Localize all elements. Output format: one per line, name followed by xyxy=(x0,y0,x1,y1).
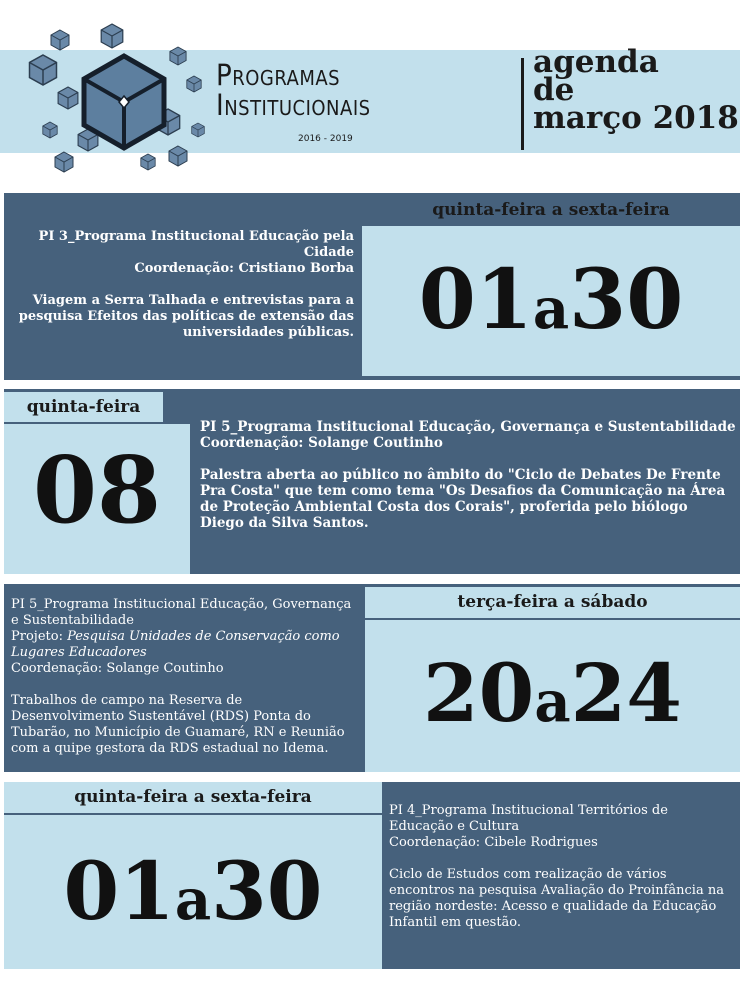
event-2-days: quinta-feira xyxy=(26,397,141,417)
event-3-details xyxy=(11,597,356,757)
event-1-program: PI 3_Programa Institucional Educação pela Cidade xyxy=(38,229,354,260)
event-3-description: Trabalhos de campo na Reserva de Desenvolvimento Sustentável (RDS) Ponta do Tubarão, no Município de Guamaré, RN e Reunião com a quipe gestora da RDS estadual no Idema. xyxy=(11,693,345,756)
header-divider xyxy=(521,58,524,150)
event-4-description: Ciclo de Estudos com realização de vários encontros na pesquisa Avaliação do Proinfância na região nordeste: Acesso e qualidade da Educação Infantil em questão. xyxy=(389,867,724,930)
event-2-coordination: Coordenação: Solange Coutinho xyxy=(200,435,443,451)
event-3-days: terça-feira a sábado xyxy=(457,592,648,612)
event-2-details xyxy=(200,419,736,531)
event-1-days: quinta-feira a sexta-feira xyxy=(432,200,670,220)
event-1-coordination: Coordenação: Cristiano Borba xyxy=(134,261,354,276)
event-3-coordination: Coordenação: Solange Coutinho xyxy=(11,661,224,676)
event-4-details xyxy=(389,803,729,931)
event-4-program: PI 4_Programa Institucional Territórios de Educação e Cultura xyxy=(389,803,668,834)
agenda-title: agenda de março 2018 xyxy=(533,44,739,136)
event-4-coordination: Coordenação: Cibele Rodrigues xyxy=(389,835,598,850)
event-3-program: PI 5_Programa Institucional Educação, Governança e Sustentabilidade xyxy=(11,597,352,628)
event-3-date: 20a24 xyxy=(423,646,682,740)
event-2-date: 08 xyxy=(32,436,162,544)
event-1-description: Viagem a Serra Talhada e entrevistas para a pesquisa Efeitos das políticas de extensão das universidades públicas. xyxy=(18,293,354,340)
event-3-project: Projeto: Pesquisa Unidades de Conservação como Lugares Educadores xyxy=(11,629,340,660)
event-1-date: 01a30 xyxy=(418,252,684,348)
logo-title: Programas Institucionais xyxy=(216,58,371,122)
event-4-date: 01a30 xyxy=(63,844,323,938)
event-1-details xyxy=(8,229,354,341)
logo-years: 2016 - 2019 xyxy=(298,134,353,144)
event-2-description: Palestra aberta ao público no âmbito do "Ciclo de Debates De Frente Pra Costa" que tem como tema "Os Desafios da Comunicação na Área de Proteção Ambiental Costa dos Corais", proferida pelo biólogo Diego da Silva Santos. xyxy=(200,467,726,531)
event-4-days: quinta-feira a sexta-feira xyxy=(74,787,312,807)
cubes-logo-icon xyxy=(28,22,208,177)
event-2-program: PI 5_Programa Institucional Educação, Governança e Sustentabilidade xyxy=(200,419,736,435)
